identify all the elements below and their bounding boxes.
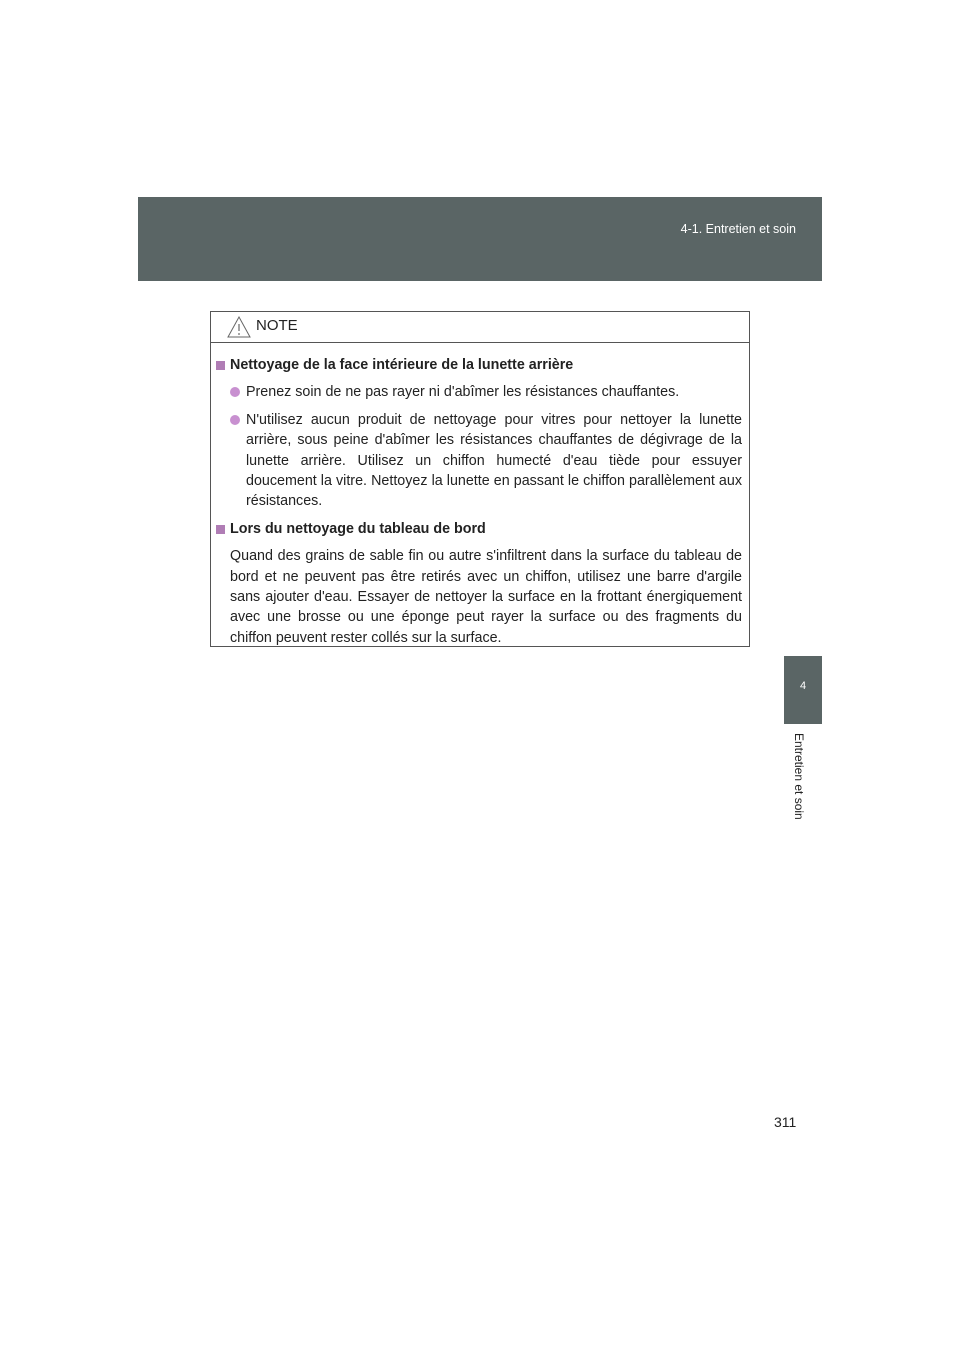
chapter-header-band: [138, 197, 822, 281]
chapter-side-label: Entretien et soin: [792, 733, 806, 820]
bullet-item: [216, 382, 742, 402]
note-header: [211, 312, 749, 343]
square-bullet-icon: [216, 361, 225, 370]
chapter-tab: [784, 656, 822, 724]
page-number: 311: [774, 1114, 797, 1130]
square-bullet-icon: [216, 525, 225, 534]
bullet-dot-icon: [230, 415, 240, 425]
bullet-item: [216, 410, 742, 512]
bullet-text: Prenez soin de ne pas rayer ni d'abîmer les résistances chauffantes.: [246, 384, 680, 401]
section-heading: [216, 519, 742, 539]
heading-text: Lors du nettoyage du tableau de bord: [230, 520, 486, 537]
section-heading: [216, 355, 742, 375]
note-box: [210, 311, 750, 647]
bullet-text: N'utilisez aucun produit de nettoyage pour vitres pour nettoyer la lunette arrière, sous peine d'abîmer les résistances chauffantes de dégivrage de la lunette arrière. Utilisez un chiffon humecté d'eau tiède pour essuyer doucement la vitre. Nettoyez la lunette en passant le chiffon parallèlement aux résistances.: [246, 411, 742, 510]
section-paragraph: Quand des grains de sable fin ou autre s'infiltrent dans la surface du tableau de bord et ne peuvent pas être retirés avec un chiffon, utilisez une barre d'argile sans ajouter d'eau. Essayer de nettoyer la surface en la frottant énergiquement avec une brosse ou une éponge peut rayer la surface ou des fragments du chiffon peuvent rester collés sur la surface.: [230, 548, 742, 646]
heading-text: Nettoyage de la face intérieure de la lunette arrière: [230, 357, 574, 373]
warning-triangle-icon: [227, 316, 251, 338]
chapter-number: 4: [799, 680, 807, 692]
bullet-dot-icon: [230, 387, 240, 397]
note-title: NOTE: [256, 317, 298, 334]
section-title: 4-1. Entretien et soin: [680, 222, 796, 236]
note-body: [211, 343, 749, 648]
